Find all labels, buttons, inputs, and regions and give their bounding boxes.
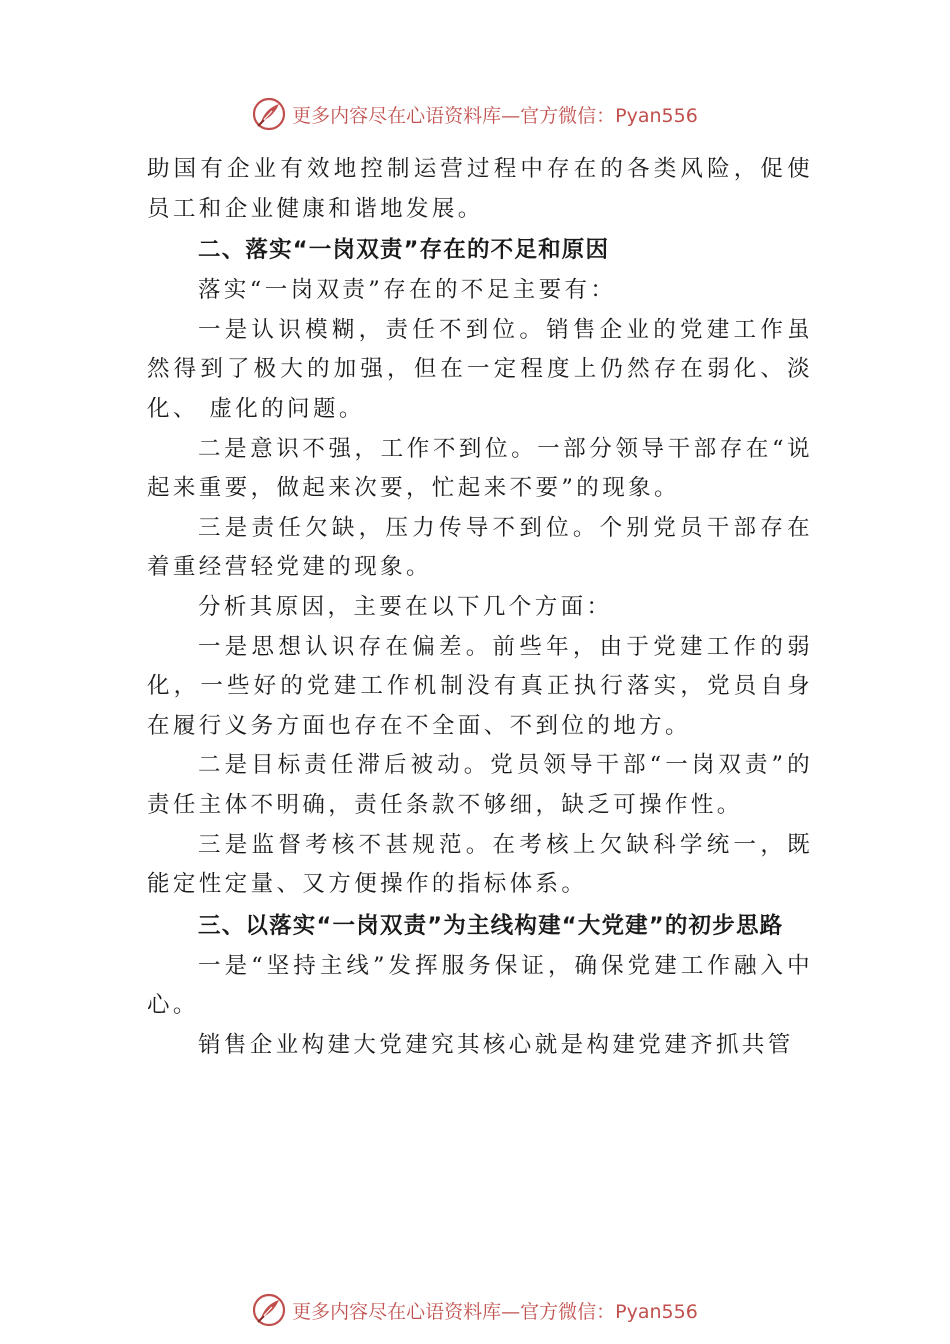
paragraph: 二是意识不强，工作不到位。一部分领导干部存在“说起来重要，做起来次要，忙起来不要”的现象。: [147, 435, 813, 502]
paragraph: 一是认识模糊，责任不到位。销售企业的党建工作虽然得到了极大的加强，但在一定程度上仍然存在弱化、淡化、 虚化的问题。: [147, 316, 813, 422]
paragraph: 二是目标责任滞后被动。党员领导干部“一岗双责”的责任主体不明确，责任条款不够细，缺乏可操作性。: [147, 752, 813, 818]
paragraph: 一是“坚持主线”发挥服务保证，确保党建工作融入中心。: [147, 952, 813, 1019]
footer-watermark: [0, 1290, 950, 1330]
watermark-text-latin: Pyan556: [615, 104, 698, 127]
paragraph: 销售企业构建大党建究其核心就是构建党建齐抓共管: [198, 1031, 794, 1058]
watermark-text-cn: 更多内容尽在心语资料库—官方微信：: [292, 1300, 616, 1323]
watermark-text: [292, 1297, 698, 1324]
header-watermark: [0, 94, 950, 134]
watermark-text: [292, 101, 698, 128]
section-heading-3: 三、以落实“一岗双责”为主线构建“大党建”的初步思路: [198, 912, 784, 939]
paragraph: 分析其原因，主要在以下几个方面：: [198, 593, 613, 620]
feather-pen-logo-icon: [252, 1293, 286, 1327]
document-body: [147, 150, 813, 1065]
paragraph: 三是监督考核不甚规范。在考核上欠缺科学统一，既能定性定量、又方便操作的指标体系。: [147, 831, 813, 898]
paragraph: 三是责任欠缺，压力传导不到位。个别党员干部存在着重经营轻党建的现象。: [147, 514, 813, 581]
paragraph: 一是思想认识存在偏差。前些年，由于党建工作的弱化，一些好的党建工作机制没有真正执行落实，党员自身在履行义务方面也存在不全面、不到位的地方。: [147, 633, 813, 739]
watermark-text-cn: 更多内容尽在心语资料库—官方微信：: [292, 104, 616, 127]
watermark-text-latin: Pyan556: [615, 1300, 698, 1323]
paragraph: 落实“一岗双责”存在的不足主要有：: [198, 277, 617, 304]
section-heading-2: 二、落实“一岗双责”存在的不足和原因: [198, 237, 610, 264]
paragraph-continued: 助国有企业有效地控制运营过程中存在的各类风险，促使员工和企业健康和谐地发展。: [147, 156, 813, 222]
feather-pen-logo-icon: [252, 97, 286, 131]
